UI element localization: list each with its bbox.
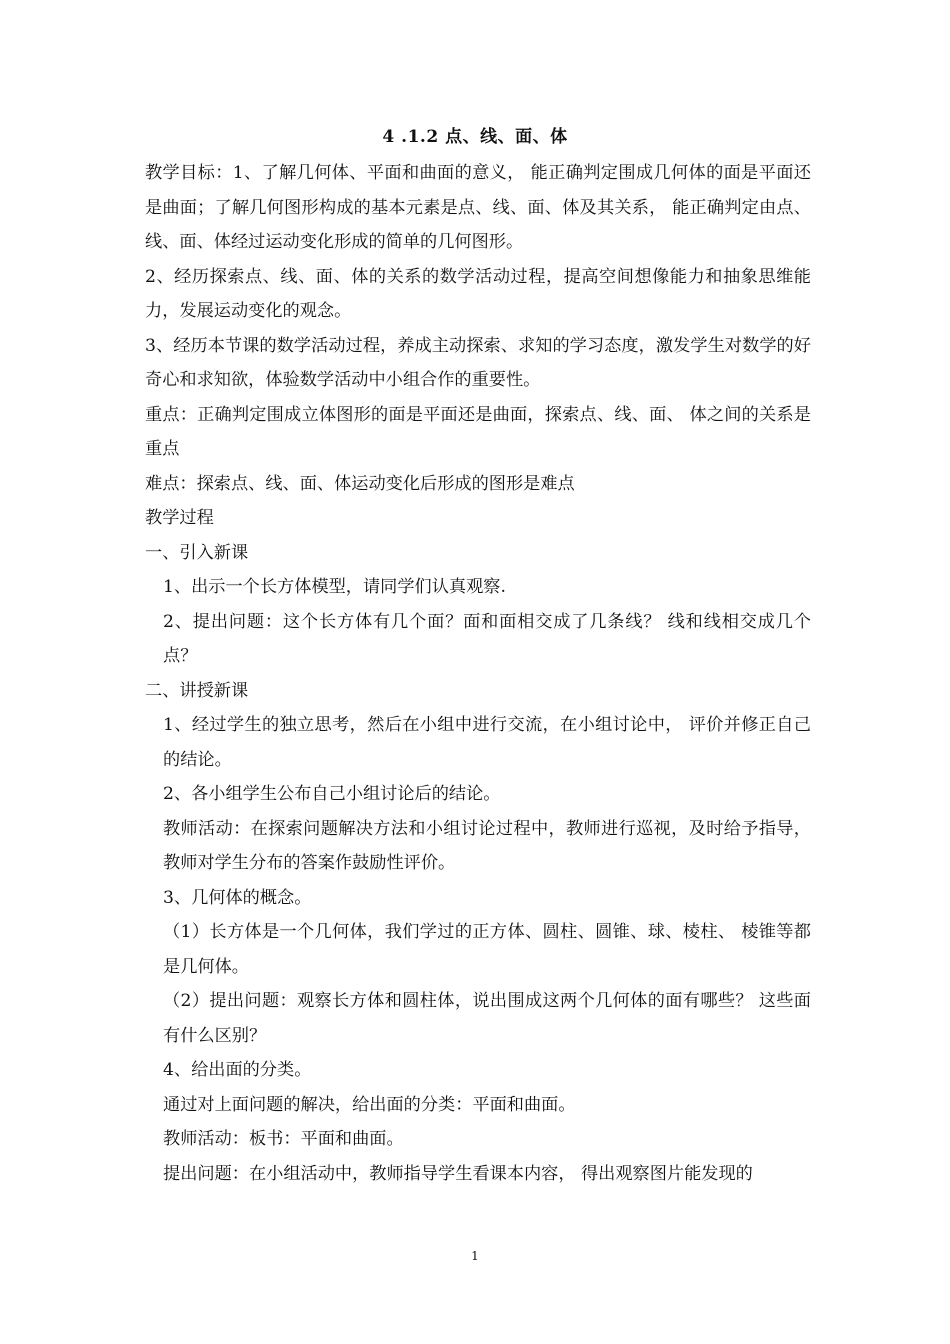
paragraph-lesson-4: 4、给出面的分类。 — [163, 1060, 312, 1080]
paragraph-objective-2: 2、经历探索点、线、面、体的关系的数学活动过程，提高空间想像能力和抽象思维能力，发展运动变化的观念。 — [145, 266, 811, 321]
paragraph-intro-2: 2、提出问题：这个长方体有几个面？面和面相交成了几条线？ 线和线相交成几个点？ — [163, 611, 811, 666]
paragraph-intro-1: 1、出示一个长方体模型，请同学们认真观察. — [163, 577, 506, 597]
document-title: 4 .1.2 点、线、面、体 — [382, 127, 568, 147]
paragraph-teacher-activity-2: 教师活动：板书：平面和曲面。 — [163, 1129, 404, 1149]
paragraph-lesson-3: 3、几何体的概念。 — [163, 887, 312, 908]
paragraph-difficulty: 难点：探索点、线、面、体运动变化后形成的图形是难点 — [145, 473, 575, 494]
paragraph-objective-1: 教学目标：1、了解几何体、平面和曲面的意义， 能正确判定围成几何体的面是平面还是曲面；了解几何图形构成的基本元素是点、线、面、体及其关系， 能正确判定由点、线、面、体经过运动变化形成的简单的几何图形。 — [145, 163, 811, 252]
paragraph-lesson-3-1: （1）长方体是一个几何体，我们学过的正方体、圆柱、圆锥、球、棱柱、 棱锥等都是几何体。 — [163, 922, 811, 977]
heading-teaching-process: 教学过程 — [145, 508, 214, 528]
heading-new-lesson: 二、讲授新课 — [145, 680, 249, 701]
page-number: 1 — [471, 1249, 479, 1263]
paragraph-lesson-1: 1、经过学生的独立思考，然后在小组中进行交流，在小组讨论中， 评价并修正自己的结论。 — [163, 715, 811, 770]
document-body — [145, 156, 811, 1191]
paragraph-surface-classes: 通过对上面问题的解决，给出面的分类：平面和曲面。 — [163, 1094, 576, 1115]
paragraph-lesson-3-2: （2）提出问题：观察长方体和圆柱体，说出围成这两个几何体的面有哪些？ 这些面有什么区别？ — [163, 991, 811, 1046]
paragraph-objective-3: 3、经历本节课的数学活动过程，养成主动探索、求知的学习态度，激发学生对数学的好奇心和求知欲，体验数学活动中小组合作的重要性。 — [145, 335, 811, 390]
paragraph-question: 提出问题：在小组活动中，教师指导学生看课本内容， 得出观察图片能发现的 — [163, 1163, 753, 1184]
paragraph-key-point: 重点：正确判定围成立体图形的面是平面还是曲面，探索点、线、面、 体之间的关系是重点 — [145, 404, 811, 459]
paragraph-lesson-2: 2、各小组学生公布自己小组讨论后的结论。 — [163, 784, 501, 804]
heading-intro: 一、引入新课 — [145, 542, 249, 563]
paragraph-teacher-activity-1: 教师活动：在探索问题解决方法和小组讨论过程中，教师进行巡视，及时给予指导，教师对学生分布的答案作鼓励性评价。 — [163, 818, 811, 873]
